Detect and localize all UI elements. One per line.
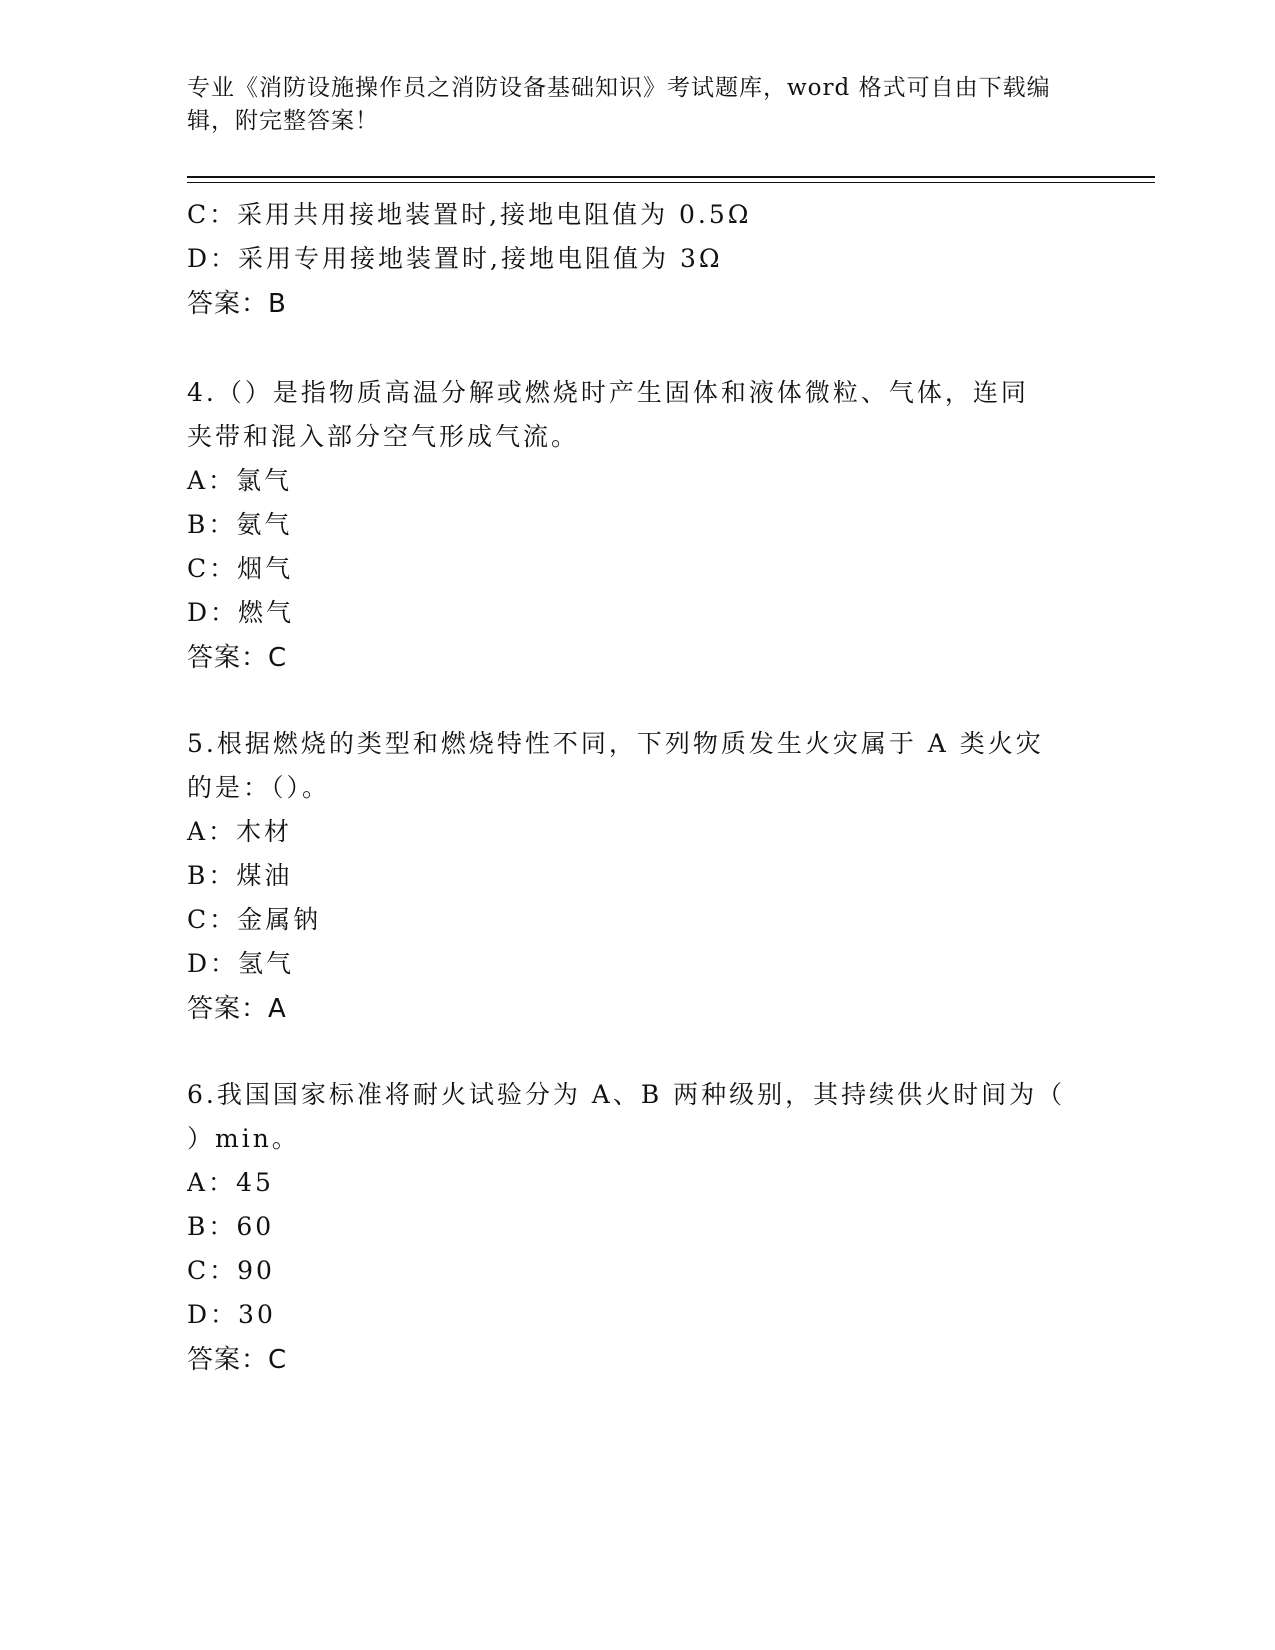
q5-option-b: B：煤油 [187,861,293,890]
q3-answer: 答案：B [187,289,287,319]
q5-answer: 答案：A [187,994,287,1024]
q4-option-b: B：氨气 [187,510,293,539]
q4-option-d: D：燃气 [187,598,295,627]
header-line-2: 辑，附完整答案！ [187,108,379,134]
q4-stem-line-2: 夹带和混入部分空气形成气流。 [187,422,580,451]
q5-option-a: A：木材 [187,817,293,846]
q6-option-b: B：60 [187,1212,275,1241]
q3-option-c: C：采用共用接地装置时,接地电阻值为 0.5Ω [187,200,752,229]
q6-answer: 答案：C [187,1345,288,1375]
q5-option-d: D：氢气 [187,949,295,978]
header-line-1: 专业《消防设施操作员之消防设备基础知识》考试题库，word 格式可自由下载编 [187,75,1051,101]
q5-option-c: C：金属钠 [187,905,322,934]
q5-stem-line-1: 5.根据燃烧的类型和燃烧特性不同，下列物质发生火灾属于 A 类火灾 [187,729,1044,758]
q6-stem-line-1: 6.我国国家标准将耐火试验分为 A、B 两种级别，其持续供火时间为（ [187,1080,1066,1109]
header-divider-thick [187,176,1155,178]
document-header [187,72,1067,138]
q5-stem-line-2: 的是：（）。 [187,773,331,802]
q3-option-d: D：采用专用接地装置时,接地电阻值为 3Ω [187,244,723,273]
q6-option-c: C：90 [187,1256,275,1285]
q6-option-d: D：30 [187,1300,276,1329]
q6-stem-line-2: ）min。 [187,1124,300,1153]
q4-answer: 答案：C [187,643,288,673]
q4-option-a: A：氯气 [187,466,293,495]
q4-stem-line-1: 4.（）是指物质高温分解或燃烧时产生固体和液体微粒、气体，连同 [187,378,1029,407]
header-divider-thin [187,182,1155,183]
q6-option-a: A：45 [187,1168,274,1197]
q4-option-c: C：烟气 [187,554,294,583]
